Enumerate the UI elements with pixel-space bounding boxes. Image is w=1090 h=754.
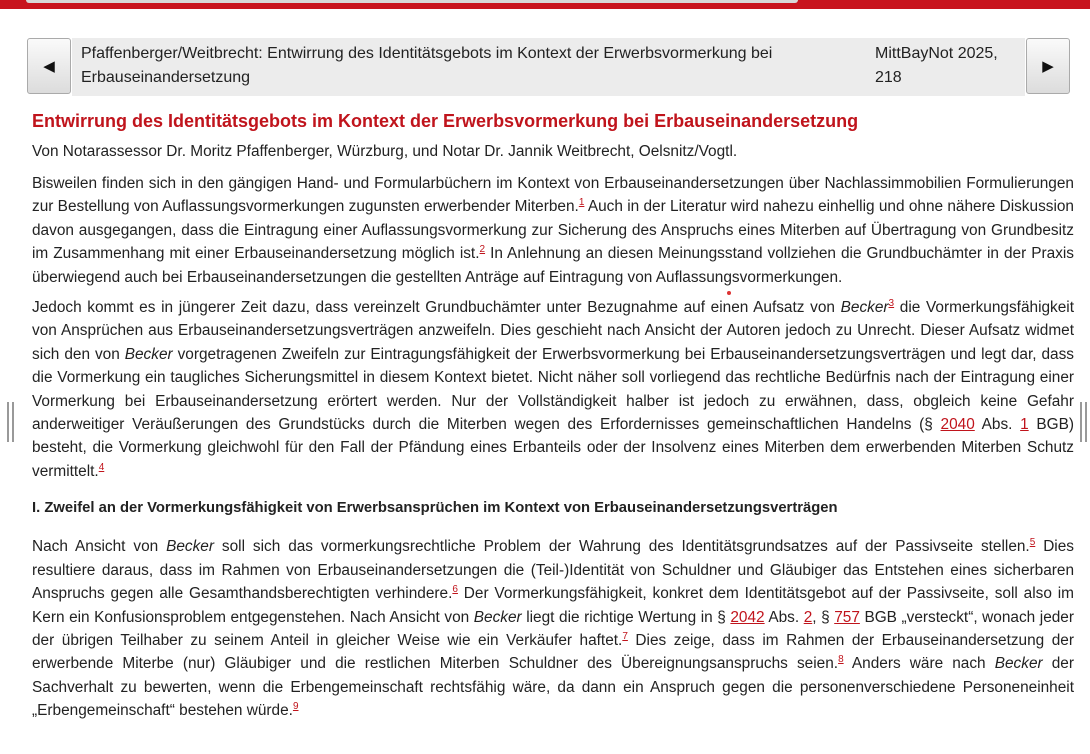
law-link-abs-1[interactable]: 1: [1020, 416, 1029, 434]
law-link-2040[interactable]: 2040: [940, 416, 975, 434]
section-heading: I. Zweifel an der Vormerkungsfähigkeit von Erwerbsansprüchen im Kontext von Erbauseinandersetzungsverträgen: [32, 500, 838, 517]
law-link-2042[interactable]: 2042: [730, 608, 765, 626]
text: Dies resultiere daraus, dass im Rahmen von Erbauseinandersetzungen die (Teil-)Identität von Schuldner und Gläubiger das Entstehen eines sicherbaren Anspruchs gegen alle Gesamthandsberechtigten verhindere.: [32, 538, 1074, 603]
author-name: Becker: [473, 608, 522, 626]
right-resize-handle[interactable]: [1080, 402, 1087, 442]
previous-document-button[interactable]: [27, 38, 71, 94]
paragraph-3: [32, 535, 1074, 722]
author-name: Becker: [124, 345, 173, 363]
article-heading: Entwirrung des Identitätsgebots im Kontext der Erwerbsvormerkung bei Erbauseinandersetzung: [32, 111, 859, 131]
document-title: Pfaffenberger/Weitbrecht: Entwirrung des Identitätsgebots im Kontext der Erwerbsvormerkung bei Erbauseinandersetzung: [81, 45, 773, 86]
text: soll sich das vormerkungsrechtliche Problem der Wahrung des Identitätsgrundsatzes auf der Passivseite stellen.: [214, 538, 1030, 556]
text: Der Vormerkungsfähigkeit, konkret dem Identitätsgebot auf der Passivseite, soll also im Kern ein Konfusionsproblem entgegenstehen. Nach Ansicht von: [32, 585, 1074, 626]
article-body: [32, 106, 1074, 730]
paragraph-1: [32, 172, 1074, 289]
footnote-link-9[interactable]: 9: [292, 701, 299, 712]
document-info-bar: [72, 38, 1025, 96]
footnote-link-3[interactable]: 3: [888, 297, 895, 309]
footnote-link-2[interactable]: 2: [479, 244, 486, 256]
document-citation: MittBayNot 2025, 218: [875, 45, 998, 86]
text: , §: [812, 608, 835, 626]
text: In Anlehnung an diesen Meinungsstand vollziehen die Grundbuchämter in der Praxis überwiegend auch bei Erbauseinandersetzungen die gestellten Anträge auf Eintragung von Auflassungsvormerkungen.: [32, 245, 1075, 286]
text: Jedoch kommt es in jüngerer Zeit dazu, dass vereinzelt Grundbuchämter unter Bezugnahme auf einen Aufsatz von: [32, 299, 841, 317]
author-name: Becker: [994, 655, 1043, 673]
text: Auch in der Literatur wird nahezu einhellig und ohne nähere Diskussion davon ausgegangen, dass die Eintragung einer Auflassungsvormerkung zur Sicherung des Anspruchs eines Miterben auf Übertragung von Grundbesitz im Zusammenhang mit einer Erbauseinandersetzung möglich ist.: [32, 198, 1074, 263]
law-link-abs-2[interactable]: 2: [803, 608, 813, 626]
left-resize-handle[interactable]: [7, 402, 14, 442]
text: Bisweilen finden sich in den gängigen Hand- und Formularbüchern im Kontext von Erbauseinandersetzungen über Nachlassimmobilien Formulierungen zur Bestellung von Auflassungsvormerkungen zugunsten erwerbender Miterben.: [32, 175, 1074, 216]
next-document-button[interactable]: [1026, 38, 1070, 94]
text: BGB „versteckt“, wonach jeder der übrigen Teilhaber zu seinem Anteil in gleicher Weise wie ein Verkäufer haftet.: [32, 608, 1074, 649]
footnote-link-7[interactable]: 7: [622, 630, 628, 642]
arrow-left-icon: ◀: [43, 58, 55, 75]
article-byline: Von Notarassessor Dr. Moritz Pfaffenberger, Würzburg, und Notar Dr. Jannik Weitbrecht, Oelsnitz/Vogtl.: [32, 143, 738, 160]
text: der Sachverhalt zu bewerten, wenn die Erbengemeinschaft rechtsfähig wäre, da dann ein Anspruch gegen die personenverschiedene Personeneinheit „Erbengemeinschaft“ bestehen würde.: [32, 655, 1074, 720]
text: liegt die richtige Wertung in §: [521, 608, 731, 626]
author-name: Becker: [166, 538, 214, 556]
footnote-link-6[interactable]: 6: [452, 583, 458, 595]
author-name: Becker: [840, 299, 889, 317]
text: Abs.: [974, 416, 1021, 434]
text: Nach Ansicht von: [32, 538, 167, 556]
text: vorgetragenen Zweifeln zur Eintragungsfähigkeit der Erwerbsvormerkung bei Erbauseinandersetzungsverträgen und legt dar, dass die Vormerkung ein taugliches Sicherungsmittel in diesem Kontext bietet. Nicht näher soll vorliegend das rechtliche Bedürfnis nach der Eintragung einer Vormerkung bei Erbauseinandersetzung erörtert werden. Nur der Vollständigkeit halber ist jedoch zu erwähnen, dass, obgleich keine Gefahr anderweitiger Veräußerungen des Grundstücks durch die Miterben wegen des Erfordernisses gemeinschaftlichen Handelns (§: [32, 345, 1074, 434]
top-bar: [0, 0, 1090, 9]
text: Anders wäre nach: [843, 655, 995, 673]
text: Abs.: [764, 608, 804, 626]
arrow-right-icon: ▶: [1042, 58, 1054, 75]
top-bar-scroll: [26, 0, 798, 3]
footnote-link-5[interactable]: 5: [1029, 537, 1036, 549]
footnote-link-4[interactable]: 4: [98, 461, 105, 473]
text: BGB) besteht, die Vormerkung gleichwohl für den Fall der Pfändung eines Erbanteils oder der Insolvenz eines Miterben dem erwerbenden Miterben Schutz vermittelt.: [32, 416, 1075, 480]
text: Dies zeige, dass im Rahmen der Erbauseinandersetzung der erwerbende Miterbe (nur) Gläubiger und die restlichen Miterben Schuldner des Übereignungsanspruchs seien.: [32, 631, 1074, 673]
law-link-757[interactable]: 757: [834, 608, 860, 626]
footnote-link-8[interactable]: 8: [838, 654, 844, 666]
document-navigation: [27, 38, 1072, 96]
paragraph-2: [32, 296, 1074, 483]
footnote-link-1[interactable]: 1: [578, 197, 585, 209]
text: die Vormerkungsfähigkeit von Ansprüchen aus Erbauseinandersetzungsverträgen anzweifeln. Dies geschieht nach Ansicht der Autoren jedoch zu Unrecht. Dieser Aufsatz widmet sich den von: [32, 299, 1075, 363]
